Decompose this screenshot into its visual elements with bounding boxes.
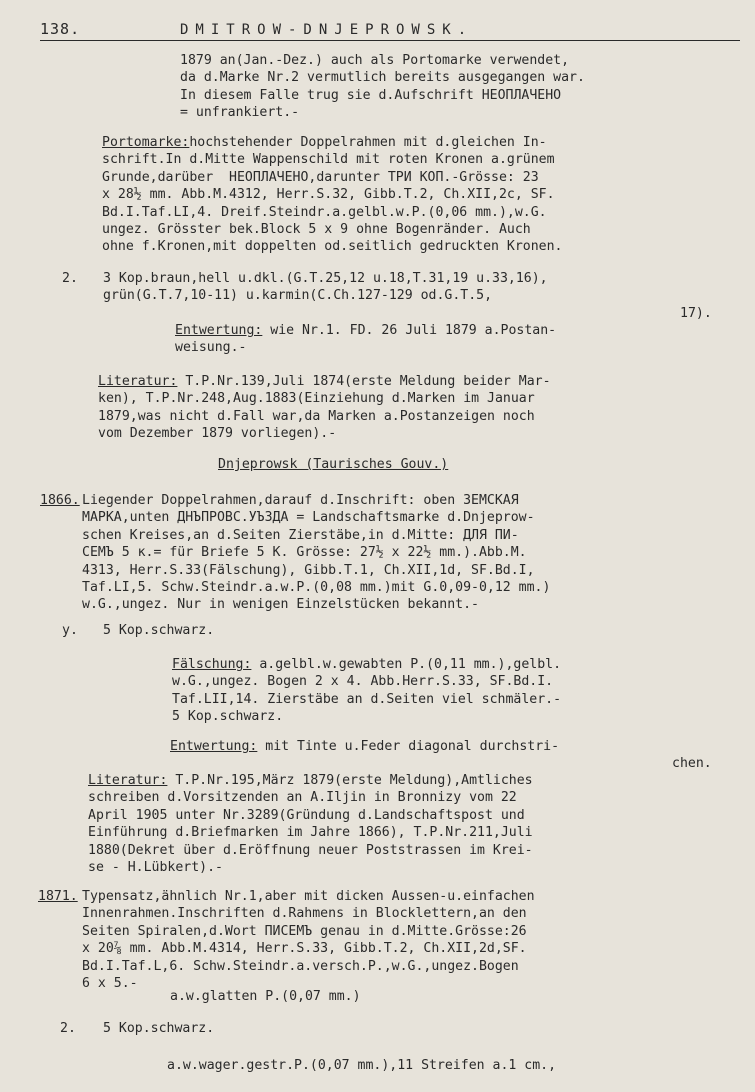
text-line: Liegender Doppelrahmen,darauf d.Inschrift: oben ЗЕМСКАЯ	[82, 493, 519, 508]
section-title: Dnjeprowsk (Taurisches Gouv.)	[218, 457, 449, 472]
text-line: 5 Kop.schwarz.	[172, 709, 284, 725]
item-2-continuation: 17).	[680, 306, 712, 321]
text-line: Portomarke:hochstehender Doppelrahmen mit d.gleichen In-	[102, 135, 547, 150]
entwertung-label: Entwertung:	[170, 739, 258, 754]
text-line: schrift.In d.Mitte Wappenschild mit roten Kronen a.grünem	[102, 152, 555, 168]
text-line: 4313, Herr.S.33(Fälschung), Gibb.T.1, Ch.XII,1d, SF.Bd.I,	[82, 562, 535, 578]
text-line: 3 Kop.braun,hell u.dkl.(G.T.25,12 u.18,T.31,19 u.33,16),	[103, 271, 548, 286]
entwertung-1	[175, 322, 556, 357]
paper-line: a.w.glatten P.(0,07 mm.)	[170, 989, 361, 1004]
text-line: Grunde,darüber НЕОПЛАЧЕНО,darunter ТРИ КОП.-Grösse: 23	[102, 169, 539, 185]
text-line: 1879 an(Jan.-Dez.) auch als Portomarke verwendet,	[180, 53, 570, 68]
text-line: Bd.I.Taf.L,6. Schw.Steindr.a.versch.P.,w.G.,ungez.Bogen	[82, 958, 519, 974]
text-line: Entwertung: wie Nr.1. FD. 26 Juli 1879 a.Postan-	[175, 323, 557, 338]
last-line: a.w.wager.gestr.P.(0,07 mm.),11 Streifen a.1 cm.,	[167, 1058, 557, 1073]
faelschung-paragraph	[172, 656, 561, 726]
text-line: x 20⅞ mm. Abb.M.4314, Herr.S.33, Gibb.T.2, Ch.XII,2d,SF.	[82, 941, 527, 957]
text-line: = unfrankiert.-	[180, 105, 300, 121]
entwertung-2-continuation: chen.	[672, 756, 712, 771]
entwertung-2: Entwertung: mit Tinte u.Feder diagonal durchstri-	[170, 739, 560, 754]
text-line: 1880(Dekret über d.Eröffnung neuer Poststrassen im Krei-	[88, 842, 533, 858]
item-number: 2.	[60, 1021, 76, 1036]
text-line: СЕМЪ 5 к.= für Briefe 5 K. Grösse: 27½ x 22½ mm.).Abb.M.	[82, 545, 527, 561]
item-number: y.	[62, 623, 78, 638]
text-line: se - H.Lübkert).-	[88, 860, 223, 876]
text-line: grün(G.T.7,10-11) u.karmin(C.Ch.127-129 od.G.T.5,	[103, 288, 493, 304]
text-line: ken), T.P.Nr.248,Aug.1883(Einziehung d.Marken im Januar	[98, 391, 535, 407]
text-line: Taf.LII,14. Zierstäbe an d.Seiten viel schmäler.-	[172, 691, 562, 707]
literatur-label: Literatur:	[98, 374, 178, 389]
text-line: In diesem Falle trug sie d.Aufschrift НЕОПЛАЧЕНО	[180, 87, 562, 103]
literatur-2-paragraph	[88, 772, 533, 876]
text-line: April 1905 unter Nr.3289(Gründung d.Landschaftspost und	[88, 807, 525, 823]
header-rule	[40, 40, 740, 41]
entry-year: 1866.	[40, 493, 80, 508]
text-line: Literatur: T.P.Nr.195,März 1879(erste Meldung),Amtliches	[88, 773, 533, 788]
text-line: schreiben d.Vorsitzenden an A.Iljin in Bronnizy vom 22	[88, 790, 517, 806]
faelschung-label: Fälschung:	[172, 657, 252, 672]
text-line: Seiten Spiralen,d.Wort ПИСЕМЪ genau in d.Mitte.Grösse:26	[82, 923, 527, 939]
portomarke-label: Portomarke:	[102, 135, 190, 150]
item-y-text: 5 Kop.schwarz.	[103, 623, 215, 638]
text-line: w.G.,ungez. Bogen 2 x 4. Abb.Herr.S.33, SF.Bd.I.	[172, 674, 554, 690]
text-line: Taf.LI,5. Schw.Steindr.a.w.P.(0,08 mm.)mit G.0,09-0,12 mm.)	[82, 580, 551, 596]
entwertung-label: Entwertung:	[175, 323, 263, 338]
text-line: ungez. Grösster bek.Block 5 x 9 ohne Bogenränder. Auch	[102, 222, 531, 238]
text-line: Typensatz,ähnlich Nr.1,aber mit dicken Aussen-u.einfachen	[82, 889, 535, 904]
page-number: 138.	[40, 20, 81, 38]
entry-1871-paragraph	[82, 888, 535, 992]
text-line: da d.Marke Nr.2 vermutlich bereits ausgegangen war.	[180, 70, 585, 86]
text-line: Fälschung: a.gelbl.w.gewabten P.(0,11 mm.),gelbl.	[172, 657, 562, 672]
text-line: schen Kreises,an d.Seiten Zierstäbe,in d.Mitte: ДЛЯ ПИ-	[82, 527, 519, 543]
intro-paragraph	[180, 52, 585, 122]
text-line: w.G.,ungez. Nur in wenigen Einzelstücken bekannt.-	[82, 597, 479, 613]
text-line: 1879,was nicht d.Fall war,da Marken a.Postanzeigen noch	[98, 408, 535, 424]
text-line: Bd.I.Taf.LI,4. Dreif.Steindr.a.gelbl.w.P.(0,06 mm.),w.G.	[102, 204, 547, 220]
text-line: МАРКА,unten ДНЪПРОВС.УЪЗДА = Landschaftsmarke d.Dnjeprow-	[82, 510, 535, 526]
text-line: weisung.-	[175, 340, 247, 356]
text-line: x 28½ mm. Abb.M.4312, Herr.S.32, Gibb.T.2, Ch.XII,2c, SF.	[102, 187, 555, 203]
text-line: ohne f.Kronen,mit doppelten od.seitlich gedruckten Kronen.	[102, 239, 563, 255]
text-line: Literatur: T.P.Nr.139,Juli 1874(erste Meldung beider Mar-	[98, 374, 551, 389]
item-number: 2.	[62, 271, 78, 286]
item-2-paragraph	[103, 270, 548, 305]
text-line: Einführung d.Briefmarken im Jahre 1866), T.P.Nr.211,Juli	[88, 825, 533, 841]
literatur-label: Literatur:	[88, 773, 168, 788]
entry-1866-paragraph	[82, 492, 550, 614]
portomarke-paragraph	[102, 134, 563, 256]
text-line: 6 x 5.-	[82, 976, 138, 992]
text-line: Innenrahmen.Inschriften d.Rahmens in Blocklettern,an den	[82, 906, 527, 922]
running-header: DMITROW-DNJEPROWSK.	[180, 22, 474, 38]
literatur-1-paragraph	[98, 373, 551, 443]
text-line: vom Dezember 1879 vorliegen).-	[98, 426, 337, 442]
entry-year: 1871.	[38, 889, 78, 904]
item-2b-text: 5 Kop.schwarz.	[103, 1021, 215, 1036]
